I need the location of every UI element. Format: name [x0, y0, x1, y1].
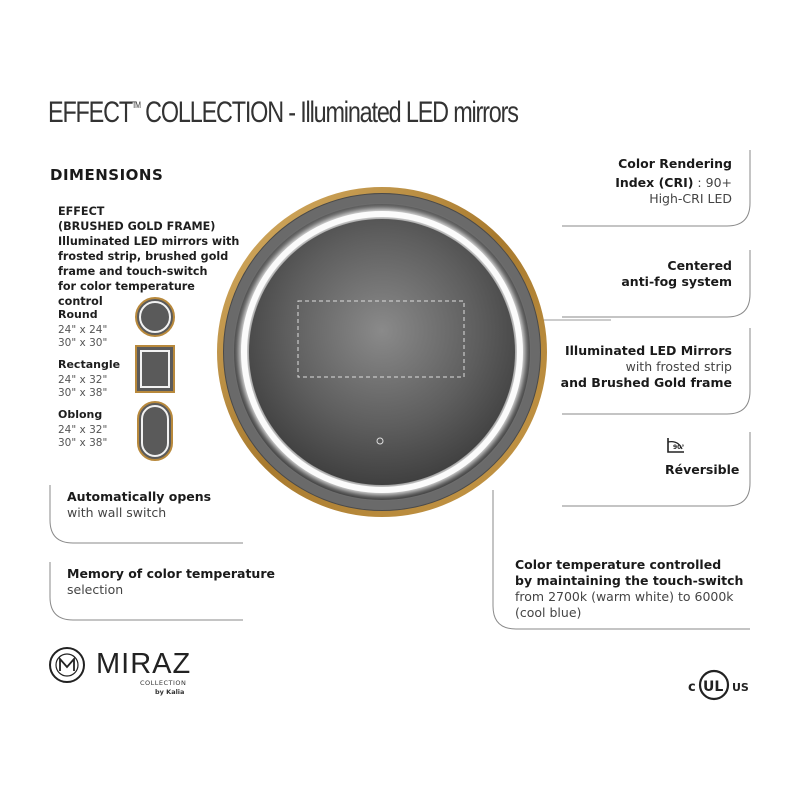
- feature-text: High-CRI LED: [649, 191, 732, 206]
- oblong-mirror-thumbnail: [136, 400, 174, 462]
- feature-title: and Brushed Gold frame: [560, 375, 732, 390]
- feature-text: (cool blue): [515, 605, 582, 620]
- page-title: EFFECT™ COLLECTION - Illuminated LED mirrors: [48, 96, 518, 129]
- feature-text: selection: [67, 582, 124, 597]
- feature-anti-fog: [621, 258, 732, 290]
- rectangle-mirror-thumbnail: [134, 344, 176, 394]
- model-line: frame and touch-switch: [58, 265, 208, 278]
- feature-color-temperature: [515, 557, 743, 621]
- dimensions-heading: DIMENSIONS: [50, 166, 164, 184]
- miraz-logo-icon: [48, 646, 86, 684]
- feature-title: by maintaining the touch-switch: [515, 573, 744, 588]
- feature-text: from 2700k (warm white) to 6000k: [515, 589, 734, 604]
- model-line: control: [58, 295, 103, 308]
- feature-title: Illuminated LED Mirrors: [565, 343, 732, 358]
- feature-title: Centered: [667, 258, 732, 273]
- feature-title: Color temperature controlled: [515, 557, 722, 572]
- size-value: 30" x 38": [58, 387, 108, 399]
- ul-certification-mark: [686, 664, 756, 706]
- cri-value: : 90+: [693, 175, 732, 190]
- feature-memory: [67, 566, 275, 598]
- size-value: 30" x 38": [58, 437, 108, 449]
- size-value: 24" x 24": [58, 324, 108, 336]
- shape-label-rectangle: Rectangle: [58, 358, 121, 371]
- model-line: for color temperature: [58, 280, 195, 293]
- size-oblong: [58, 424, 107, 450]
- svg-text:US: US: [732, 681, 749, 694]
- size-round: [58, 324, 107, 350]
- rotate-90-icon: [664, 434, 690, 456]
- model-line: frosted strip, brushed gold: [58, 250, 229, 263]
- brand-by: by Kalia: [155, 688, 185, 696]
- feature-text: with wall switch: [67, 505, 167, 520]
- model-line: Illuminated LED mirrors with: [58, 235, 240, 248]
- feature-led: [561, 343, 732, 391]
- model-line: EFFECT: [58, 205, 105, 218]
- brand-collection: COLLECTION: [140, 679, 187, 687]
- size-value: 24" x 32": [58, 374, 108, 386]
- size-rectangle: [58, 374, 107, 400]
- model-line: (BRUSHED GOLD FRAME): [58, 220, 216, 233]
- svg-text:c: c: [688, 680, 696, 695]
- shape-label-round: Round: [58, 308, 98, 321]
- round-mirror-thumbnail: [134, 296, 176, 338]
- feature-title: Color Rendering: [618, 156, 732, 171]
- round-mirror-illustration: [214, 184, 550, 520]
- feature-reversible: Réversible: [665, 462, 740, 477]
- svg-text:UL: UL: [703, 679, 724, 695]
- shape-label-oblong: Oblong: [58, 408, 103, 421]
- feature-title: Memory of color temperature: [67, 566, 275, 581]
- brand-name: MIRAZ: [96, 648, 192, 680]
- size-value: 30" x 30": [58, 337, 108, 349]
- feature-cri: [615, 156, 732, 207]
- feature-title: Automatically opens: [67, 489, 212, 504]
- feature-text: with frosted strip: [625, 359, 732, 374]
- size-value: 24" x 32": [58, 424, 108, 436]
- model-description: [58, 204, 248, 309]
- feature-title: Index (CRI): [615, 175, 694, 190]
- feature-title: anti-fog system: [621, 274, 732, 289]
- svg-text:90°: 90°: [673, 444, 685, 451]
- feature-auto-open: [67, 489, 211, 521]
